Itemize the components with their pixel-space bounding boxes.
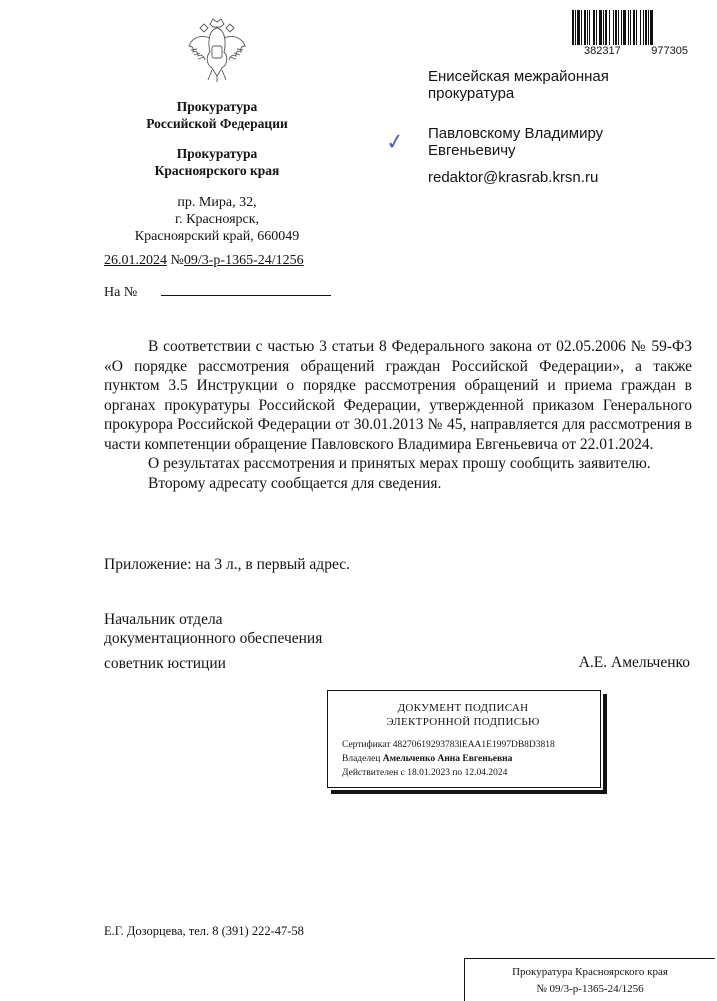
registration-box-line-1: Прокуратура Красноярского края bbox=[512, 966, 668, 978]
barcode-numbers bbox=[584, 45, 688, 57]
stamp-valid-from: 18.01.2023 bbox=[407, 768, 450, 778]
executor-info: Е.Г. Дозорцева, тел. 8 (391) 222-47-58 bbox=[104, 924, 304, 938]
barcode-bar bbox=[596, 10, 597, 45]
stamp-owner-label: Владелец bbox=[342, 754, 381, 764]
stamp-valid-to: 12.04.2024 bbox=[464, 768, 508, 778]
stamp-valid-from-label: с bbox=[400, 768, 405, 778]
barcode-bar bbox=[584, 10, 586, 45]
barcode-bar bbox=[643, 10, 644, 45]
barcode-bar bbox=[630, 10, 631, 45]
stamp-certificate bbox=[342, 740, 555, 750]
barcode-bar bbox=[633, 10, 635, 45]
registration-box-line-2: № 09/3-р-1365-24/1256 bbox=[536, 983, 644, 995]
barcode-bar bbox=[648, 10, 649, 45]
barcode-left-number: 382317 bbox=[584, 45, 621, 57]
registration-number-sign: № bbox=[170, 253, 184, 268]
letter-body bbox=[104, 337, 692, 493]
stamp-owner bbox=[342, 754, 512, 764]
registration-stamp-box bbox=[464, 958, 715, 1001]
barcode-bar bbox=[589, 10, 590, 45]
signer-position bbox=[104, 610, 322, 648]
coat-of-arms-icon bbox=[186, 16, 248, 84]
attachment-note: Приложение: на 3 л., в первый адрес. bbox=[104, 556, 350, 573]
stamp-valid-to-label: по bbox=[452, 768, 463, 778]
body-paragraph-2: О результатах рассмотрения и принятых мерах прошу сообщить заявителю. bbox=[148, 455, 651, 472]
stamp-title-2: ЭЛЕКТРОННОЙ ПОДПИСЬЮ bbox=[386, 716, 540, 728]
barcode bbox=[572, 10, 692, 45]
reference-blank bbox=[161, 283, 331, 296]
barcode-bar bbox=[572, 10, 574, 45]
stamp-certificate-label: Сертификат bbox=[342, 740, 391, 750]
barcode-bar bbox=[636, 10, 637, 45]
sender-org-2-line-1: Прокуратура bbox=[176, 146, 258, 161]
sender-address-line-1: пр. Мира, 32, bbox=[177, 195, 257, 210]
barcode-bar bbox=[599, 10, 602, 45]
barcode-bar bbox=[650, 10, 653, 45]
barcode-bar bbox=[645, 10, 647, 45]
barcode-bar bbox=[577, 10, 580, 45]
signer-position-line-1: Начальник отдела bbox=[104, 611, 223, 628]
sender-org-2-line-2: Красноярского края bbox=[154, 163, 280, 178]
barcode-bar bbox=[581, 10, 582, 45]
barcode-bar bbox=[593, 10, 595, 45]
signer-name: А.Е. Амельченко bbox=[578, 654, 690, 671]
registration-date: 26.01.2024 bbox=[104, 253, 167, 268]
reference-label: На № bbox=[104, 285, 138, 300]
reference-line bbox=[104, 283, 331, 301]
sender-org-1-line-1: Прокуратура bbox=[176, 99, 258, 114]
barcode-bar bbox=[640, 10, 641, 45]
barcode-bar bbox=[605, 10, 607, 45]
stamp-title-1: ДОКУМЕНТ ПОДПИСАН bbox=[397, 702, 529, 714]
sender-org-2 bbox=[112, 145, 322, 179]
barcode-bar bbox=[587, 10, 588, 45]
stamp-certificate-value: 48270619293783lEAA1E1997DB8D3818 bbox=[392, 740, 555, 750]
barcode-bar bbox=[618, 10, 619, 45]
body-paragraph-3: Второму адресату сообщается для сведения. bbox=[148, 474, 442, 492]
signer-rank: советник юстиции bbox=[104, 655, 226, 672]
body-paragraph-1: В соответствии с частью 3 статьи 8 Федерального закона от 02.05.2006 № 59-ФЗ «О порядке рассмотрения обращений граждан Российской Федерации», а также пунктом 3.5 Инструкции о порядке рассмотрения обращений и приема граждан в органах прокуратуры Российской Федерации, утвержденной приказом Генерального прокурора Российской Федерации от 30.01.2013 № 45, направляется для рассмотрения в части компетенции обращение Павловского Владимира Евгеньевича от 22.01.2024. bbox=[104, 338, 692, 453]
sender-address-line-2: г. Красноярск, bbox=[174, 212, 260, 227]
recipient-second-line-2: Евгеньевичу bbox=[428, 142, 516, 159]
stamp-validity bbox=[342, 768, 507, 778]
recipient-email: redaktor@krasrab.krsn.ru bbox=[428, 169, 599, 186]
barcode-bar bbox=[628, 10, 629, 45]
recipient-first-line-1: Енисейская межрайонная bbox=[428, 68, 609, 85]
registration-number: 09/3-р-1365-24/1256 bbox=[183, 253, 304, 268]
barcode-bar bbox=[615, 10, 617, 45]
check-mark-icon: ✓ bbox=[384, 128, 407, 157]
sender-address-line-3: Красноярский край, 660049 bbox=[134, 229, 300, 244]
recipient-first-line-2: прокуратура bbox=[428, 85, 515, 102]
recipient-second bbox=[428, 125, 603, 159]
barcode-right-number: 977305 bbox=[651, 45, 688, 57]
barcode-bar bbox=[603, 10, 604, 45]
barcode-bar bbox=[609, 10, 610, 45]
signer-position-line-2: документационного обеспечения bbox=[104, 630, 323, 647]
sender-org-1-line-2: Российской Федерации bbox=[146, 116, 288, 131]
recipient-first bbox=[428, 68, 609, 102]
recipient-second-line-1: Павловскому Владимиру bbox=[428, 125, 604, 142]
stamp-owner-value: Амельченко Анна Евгеньевна bbox=[382, 754, 513, 764]
stamp-valid-label: Действителен bbox=[342, 768, 399, 778]
registration-line bbox=[104, 253, 304, 269]
barcode-bar bbox=[623, 10, 626, 45]
barcode-bar bbox=[575, 10, 576, 45]
sender-address bbox=[112, 194, 322, 245]
barcode-bar bbox=[621, 10, 622, 45]
sender-org-1 bbox=[112, 98, 322, 132]
barcode-bar bbox=[613, 10, 614, 45]
